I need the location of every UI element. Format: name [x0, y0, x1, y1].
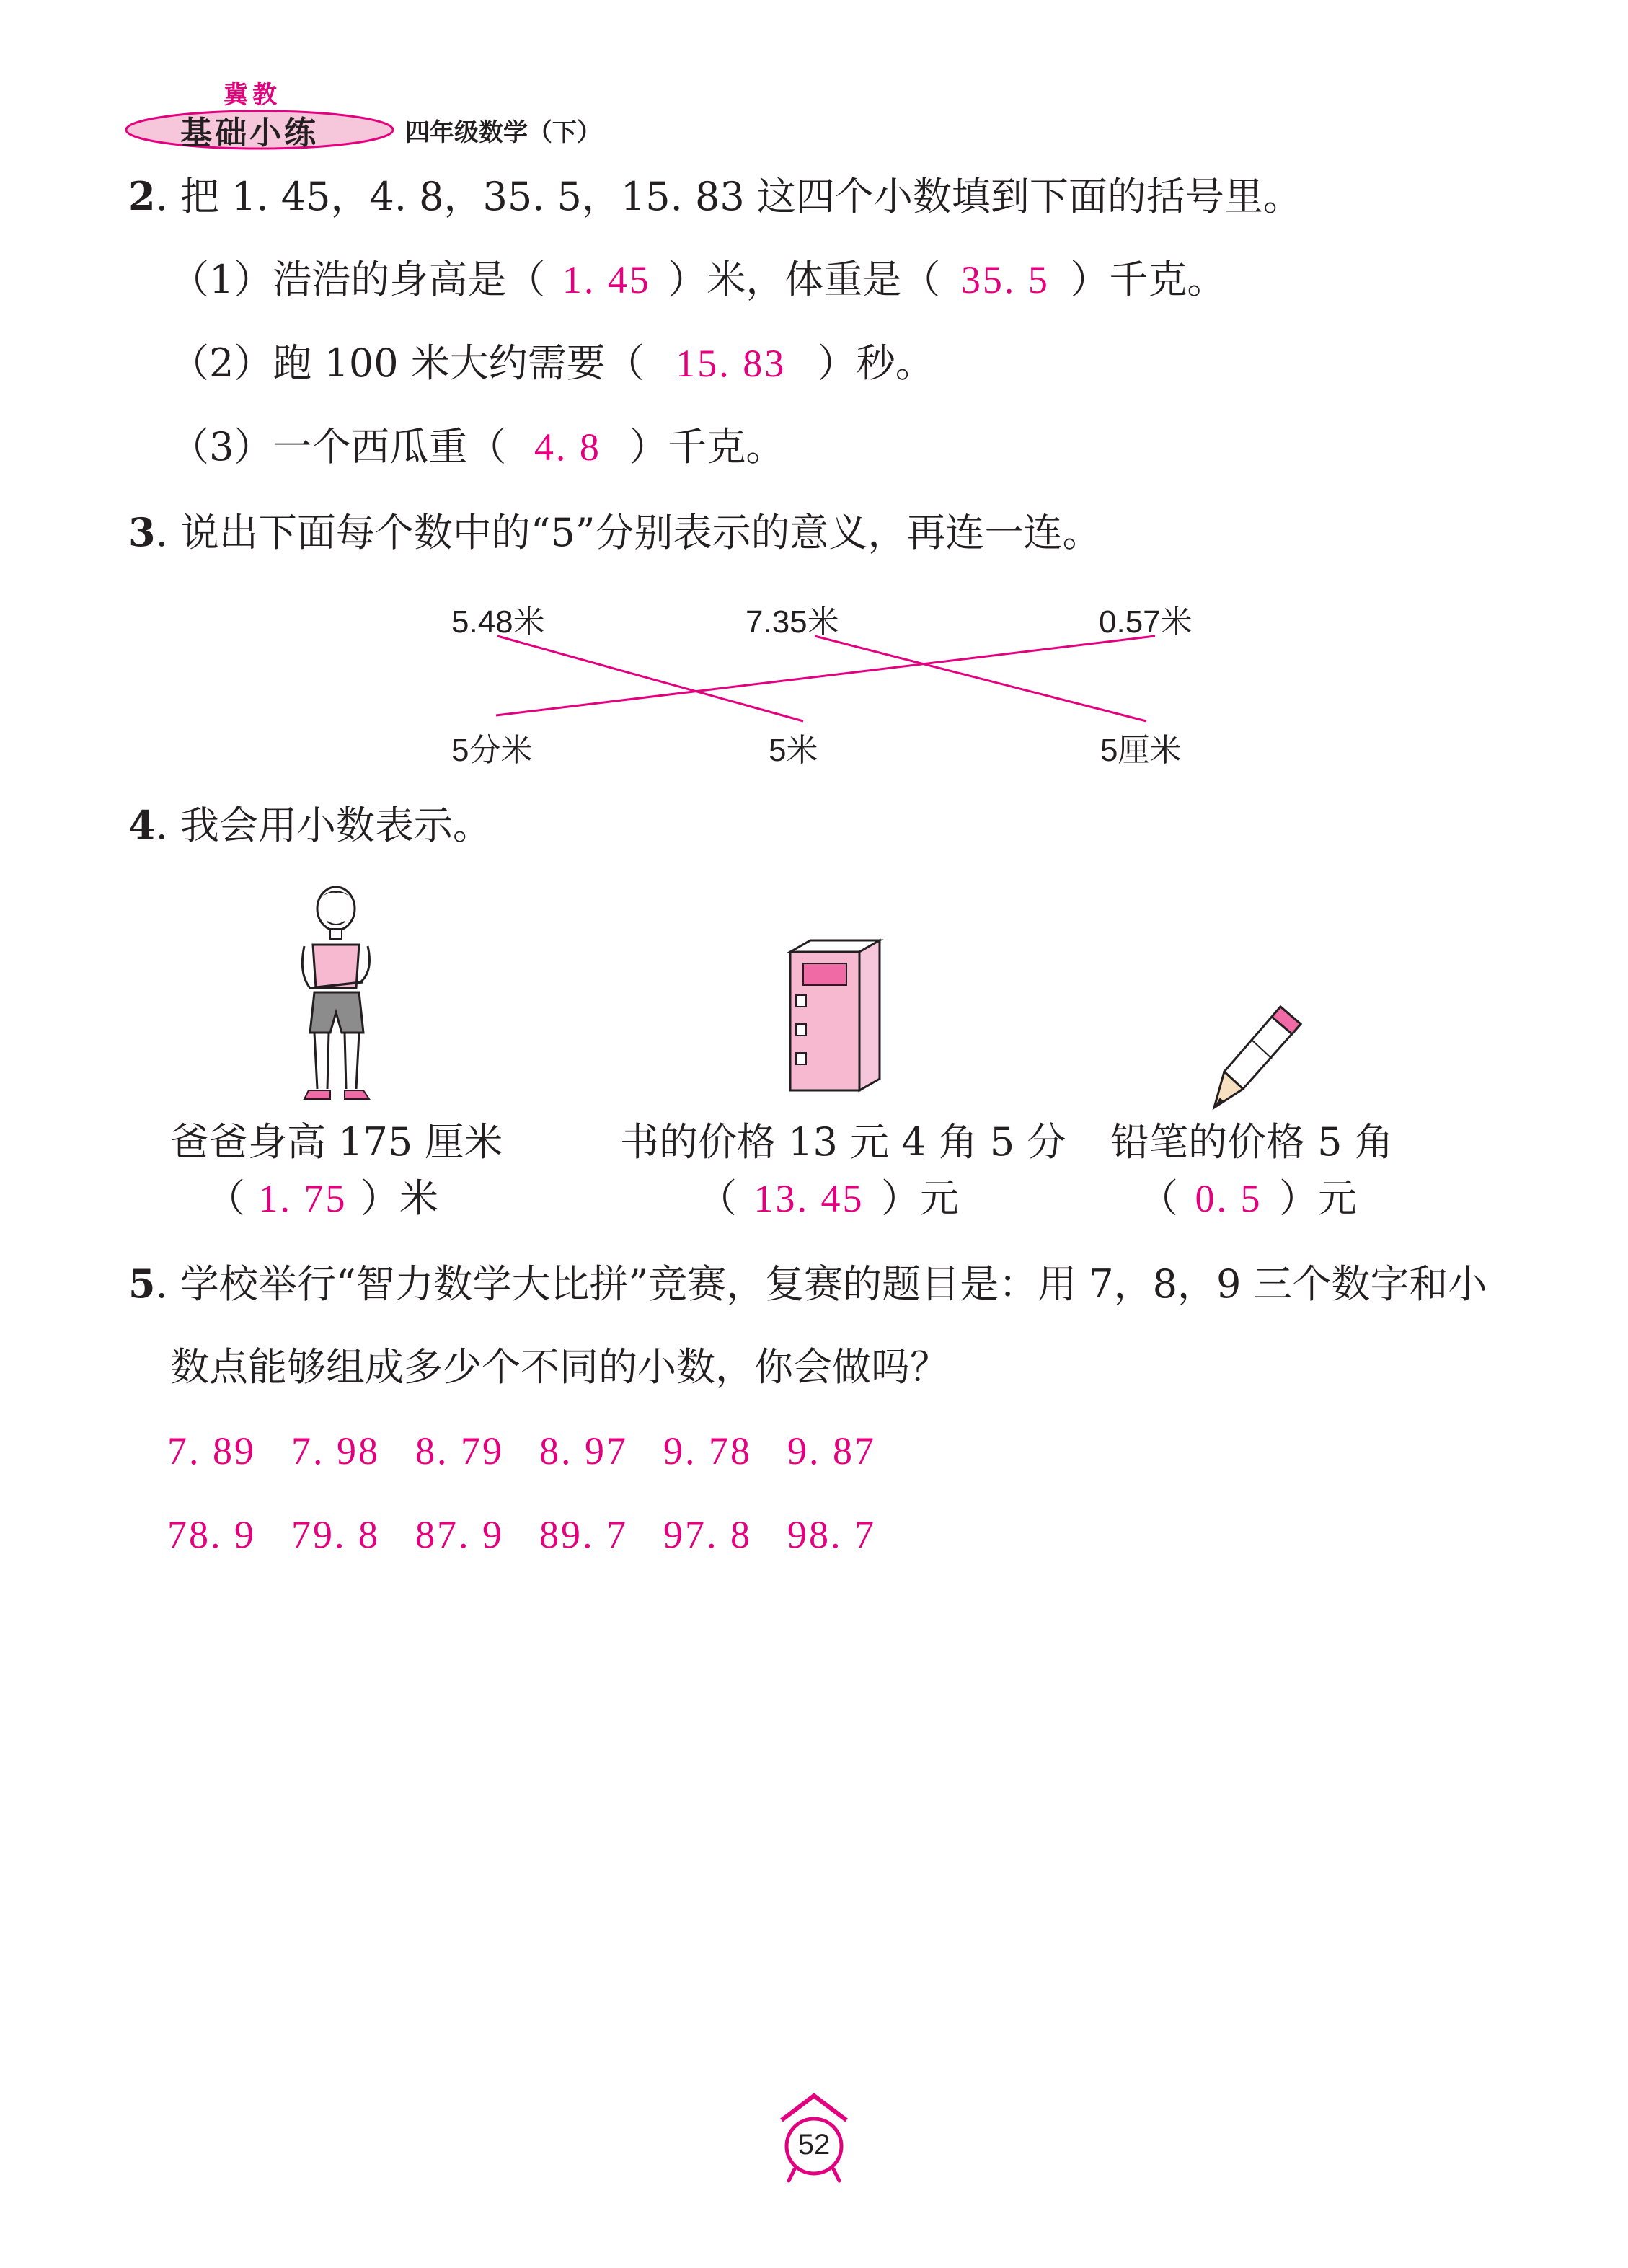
q4-answer-pencil: 0. 5: [1195, 1177, 1262, 1220]
q5-text-1: . 学校举行“智力数学大比拼”竞赛，复赛的题目是：用 7，8，9 三个数字和小: [155, 1261, 1487, 1307]
q4-answer-dad: 1. 75: [258, 1177, 348, 1220]
q3-line-7.35-to-5cm: [815, 636, 1146, 721]
q5-answer: 9. 78: [663, 1429, 752, 1473]
q4-dad-close: ）米: [360, 1175, 438, 1221]
header-publisher: 冀教: [224, 81, 281, 109]
q2-p1-text-a: （1）浩浩的身高是（: [170, 257, 546, 302]
q5-answer-row-1: [167, 1428, 911, 1474]
q2-p2-text-b: ）秒。: [817, 340, 934, 386]
q4-text: . 我会用小数表示。: [155, 803, 492, 848]
q5-answer: 98. 7: [787, 1513, 876, 1556]
q3-top-1: 7.35米: [746, 604, 839, 640]
header-series: 基础小练: [180, 115, 319, 151]
q5-answer: 97. 8: [663, 1513, 752, 1556]
q5-answer-row-2: [167, 1512, 911, 1558]
q5-answer: 7. 98: [291, 1429, 380, 1473]
q4-answer-book: 13. 45: [753, 1177, 864, 1220]
q4-pencil-open: （: [1139, 1175, 1178, 1221]
q3-top-2: 0.57米: [1099, 604, 1193, 640]
q3-top-0: 5.48米: [451, 604, 545, 640]
q2-p1-answer-height: 1. 45: [562, 258, 651, 301]
q3-line-0.57-to-5dm: [496, 636, 1155, 715]
q4-label-book: 书的价格 13 元 4 角 5 分: [620, 1119, 1066, 1165]
q5-answer: 8. 79: [415, 1429, 504, 1473]
man-illustration: [288, 880, 389, 1111]
q2-p2-text-a: （2）跑 100 米大约需要（: [170, 340, 645, 386]
q4-label-pencil: 铅笔的价格 5 角: [1110, 1119, 1394, 1165]
header-subtitle: 四年级数学（下）: [405, 119, 601, 146]
q4-pencil-close: ）元: [1279, 1175, 1357, 1221]
q3-number: 3: [128, 509, 156, 555]
q2-p1-answer-weight: 35. 5: [960, 258, 1050, 301]
q2-p1-text-c: ）千克。: [1070, 257, 1226, 302]
q4-prompt: [128, 802, 492, 849]
page-number: 52: [797, 2129, 831, 2161]
q4-label-dad: 爸爸身高 175 厘米: [170, 1119, 503, 1165]
q5-answer: 8. 97: [539, 1429, 628, 1473]
q5-answer: 87. 9: [415, 1513, 504, 1556]
q2-p3-text-b: ）千克。: [629, 424, 785, 469]
q4-answer-line-book: [698, 1175, 959, 1222]
q3-line-5.48-to-5m: [497, 636, 803, 721]
q5-line-1: [128, 1261, 1487, 1307]
q4-answer-line-dad: [206, 1175, 438, 1222]
q5-answer: 7. 89: [167, 1429, 256, 1473]
q2-number: 2: [128, 173, 156, 219]
q4-book-close: ）元: [881, 1175, 959, 1221]
book-illustration: [782, 937, 890, 1096]
q2-p3-answer: 4. 8: [534, 425, 601, 469]
q5-answer: 78. 9: [167, 1513, 256, 1556]
pencil-illustration: [1211, 1002, 1305, 1111]
q3-bottom-0: 5分米: [451, 733, 533, 768]
q5-answer: 89. 7: [539, 1513, 628, 1556]
q2-p1-text-b: ）米，体重是（: [668, 257, 941, 302]
q3-text: . 说出下面每个数中的“5”分别表示的意义，再连一连。: [155, 510, 1102, 555]
q4-dad-open: （: [206, 1175, 245, 1221]
q5-number: 5: [128, 1261, 156, 1307]
q2-p3-text-a: （3）一个西瓜重（: [170, 424, 507, 469]
q2-text: . 把 1. 45，4. 8，35. 5，15. 83 这四个小数填到下面的括号里。: [155, 174, 1302, 219]
q4-number: 4: [128, 802, 156, 848]
q5-line-2: 数点能够组成多少个不同的小数，你会做吗？: [170, 1344, 949, 1390]
q3-bottom-2: 5厘米: [1100, 733, 1182, 768]
q5-answer: 79. 8: [291, 1513, 380, 1556]
q3-bottom-1: 5米: [769, 733, 818, 768]
q5-answer: 9. 87: [787, 1429, 876, 1473]
q4-answer-line-pencil: [1139, 1175, 1357, 1222]
q2-p2-answer: 15. 83: [676, 342, 787, 385]
q4-book-open: （: [698, 1175, 737, 1221]
